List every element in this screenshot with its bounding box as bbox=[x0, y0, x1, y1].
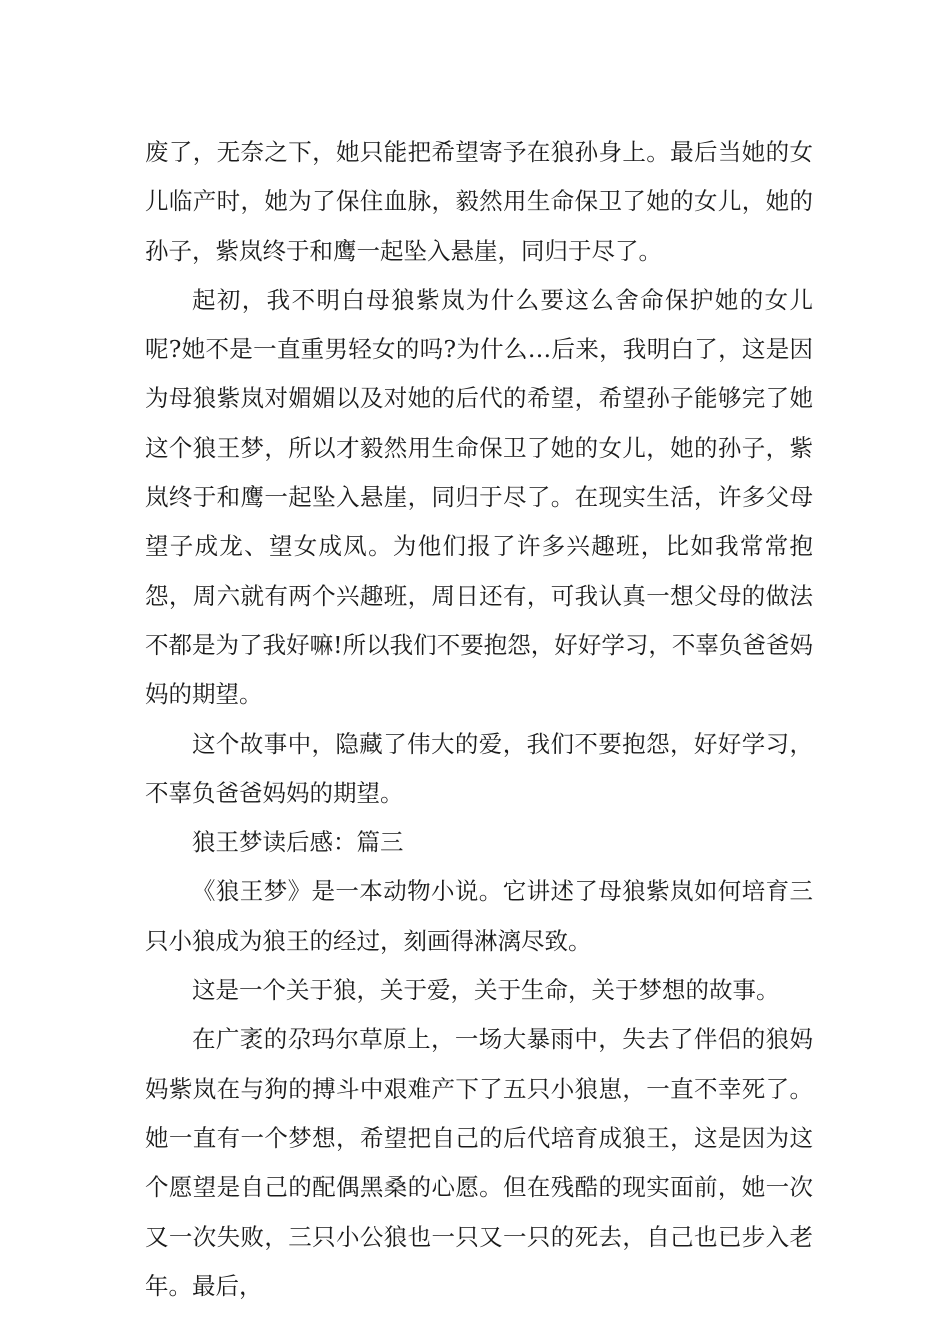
paragraph: 这是一个关于狼，关于爱，关于生命，关于梦想的故事。 bbox=[192, 976, 780, 1005]
paragraph: 这个故事中，隐藏了伟大的爱，我们不要抱怨，好好学习，不辜负爸爸妈妈的期望。 bbox=[145, 729, 813, 807]
paragraph-continuation: 废了，无奈之下，她只能把希望寄予在狼孙身上。最后当她的女儿临产时，她为了保住血脉，毅然用生命保卫了她的女儿，她的孙子，紫岚终于和鹰一起坠入悬崖，同归于尽了。 bbox=[145, 138, 813, 265]
document-body bbox=[145, 128, 813, 1311]
paragraph: 《狼王梦》是一本动物小说。它讲述了母狼紫岚如何培育三只小狼成为狼王的经过，刻画得淋漓尽致。 bbox=[145, 877, 813, 955]
section-heading: 狼王梦读后感：篇三 bbox=[192, 828, 404, 857]
paragraph: 在广袤的尕玛尔草原上，一场大暴雨中，失去了伴侣的狼妈妈紫岚在与狗的搏斗中艰难产下了五只小狼崽，一直不幸死了。她一直有一个梦想，希望把自己的后代培育成狼王，这是因为这个愿望是自己的配偶黑桑的心愿。但在残酷的现实面前，她一次又一次失败，三只小公狼也一只又一只的死去，自己也已步入老年。最后， bbox=[145, 1025, 813, 1300]
paragraph: 起初，我不明白母狼紫岚为什么要这么舍命保护她的女儿呢?她不是一直重男轻女的吗?为什么…后来，我明白了，这是因为母狼紫岚对媚媚以及对她的后代的希望，希望孙子能够完了她这个狼王梦，所以才毅然用生命保卫了她的女儿，她的孙子，紫岚终于和鹰一起坠入悬崖，同归于尽了。在现实生活，许多父母望子成龙、望女成凤。为他们报了许多兴趣班，比如我常常抱怨，周六就有两个兴趣班，周日还有，可我认真一想父母的做法不都是为了我好嘛!所以我们不要抱怨，好好学习，不辜负爸爸妈妈的期望。 bbox=[145, 285, 813, 709]
